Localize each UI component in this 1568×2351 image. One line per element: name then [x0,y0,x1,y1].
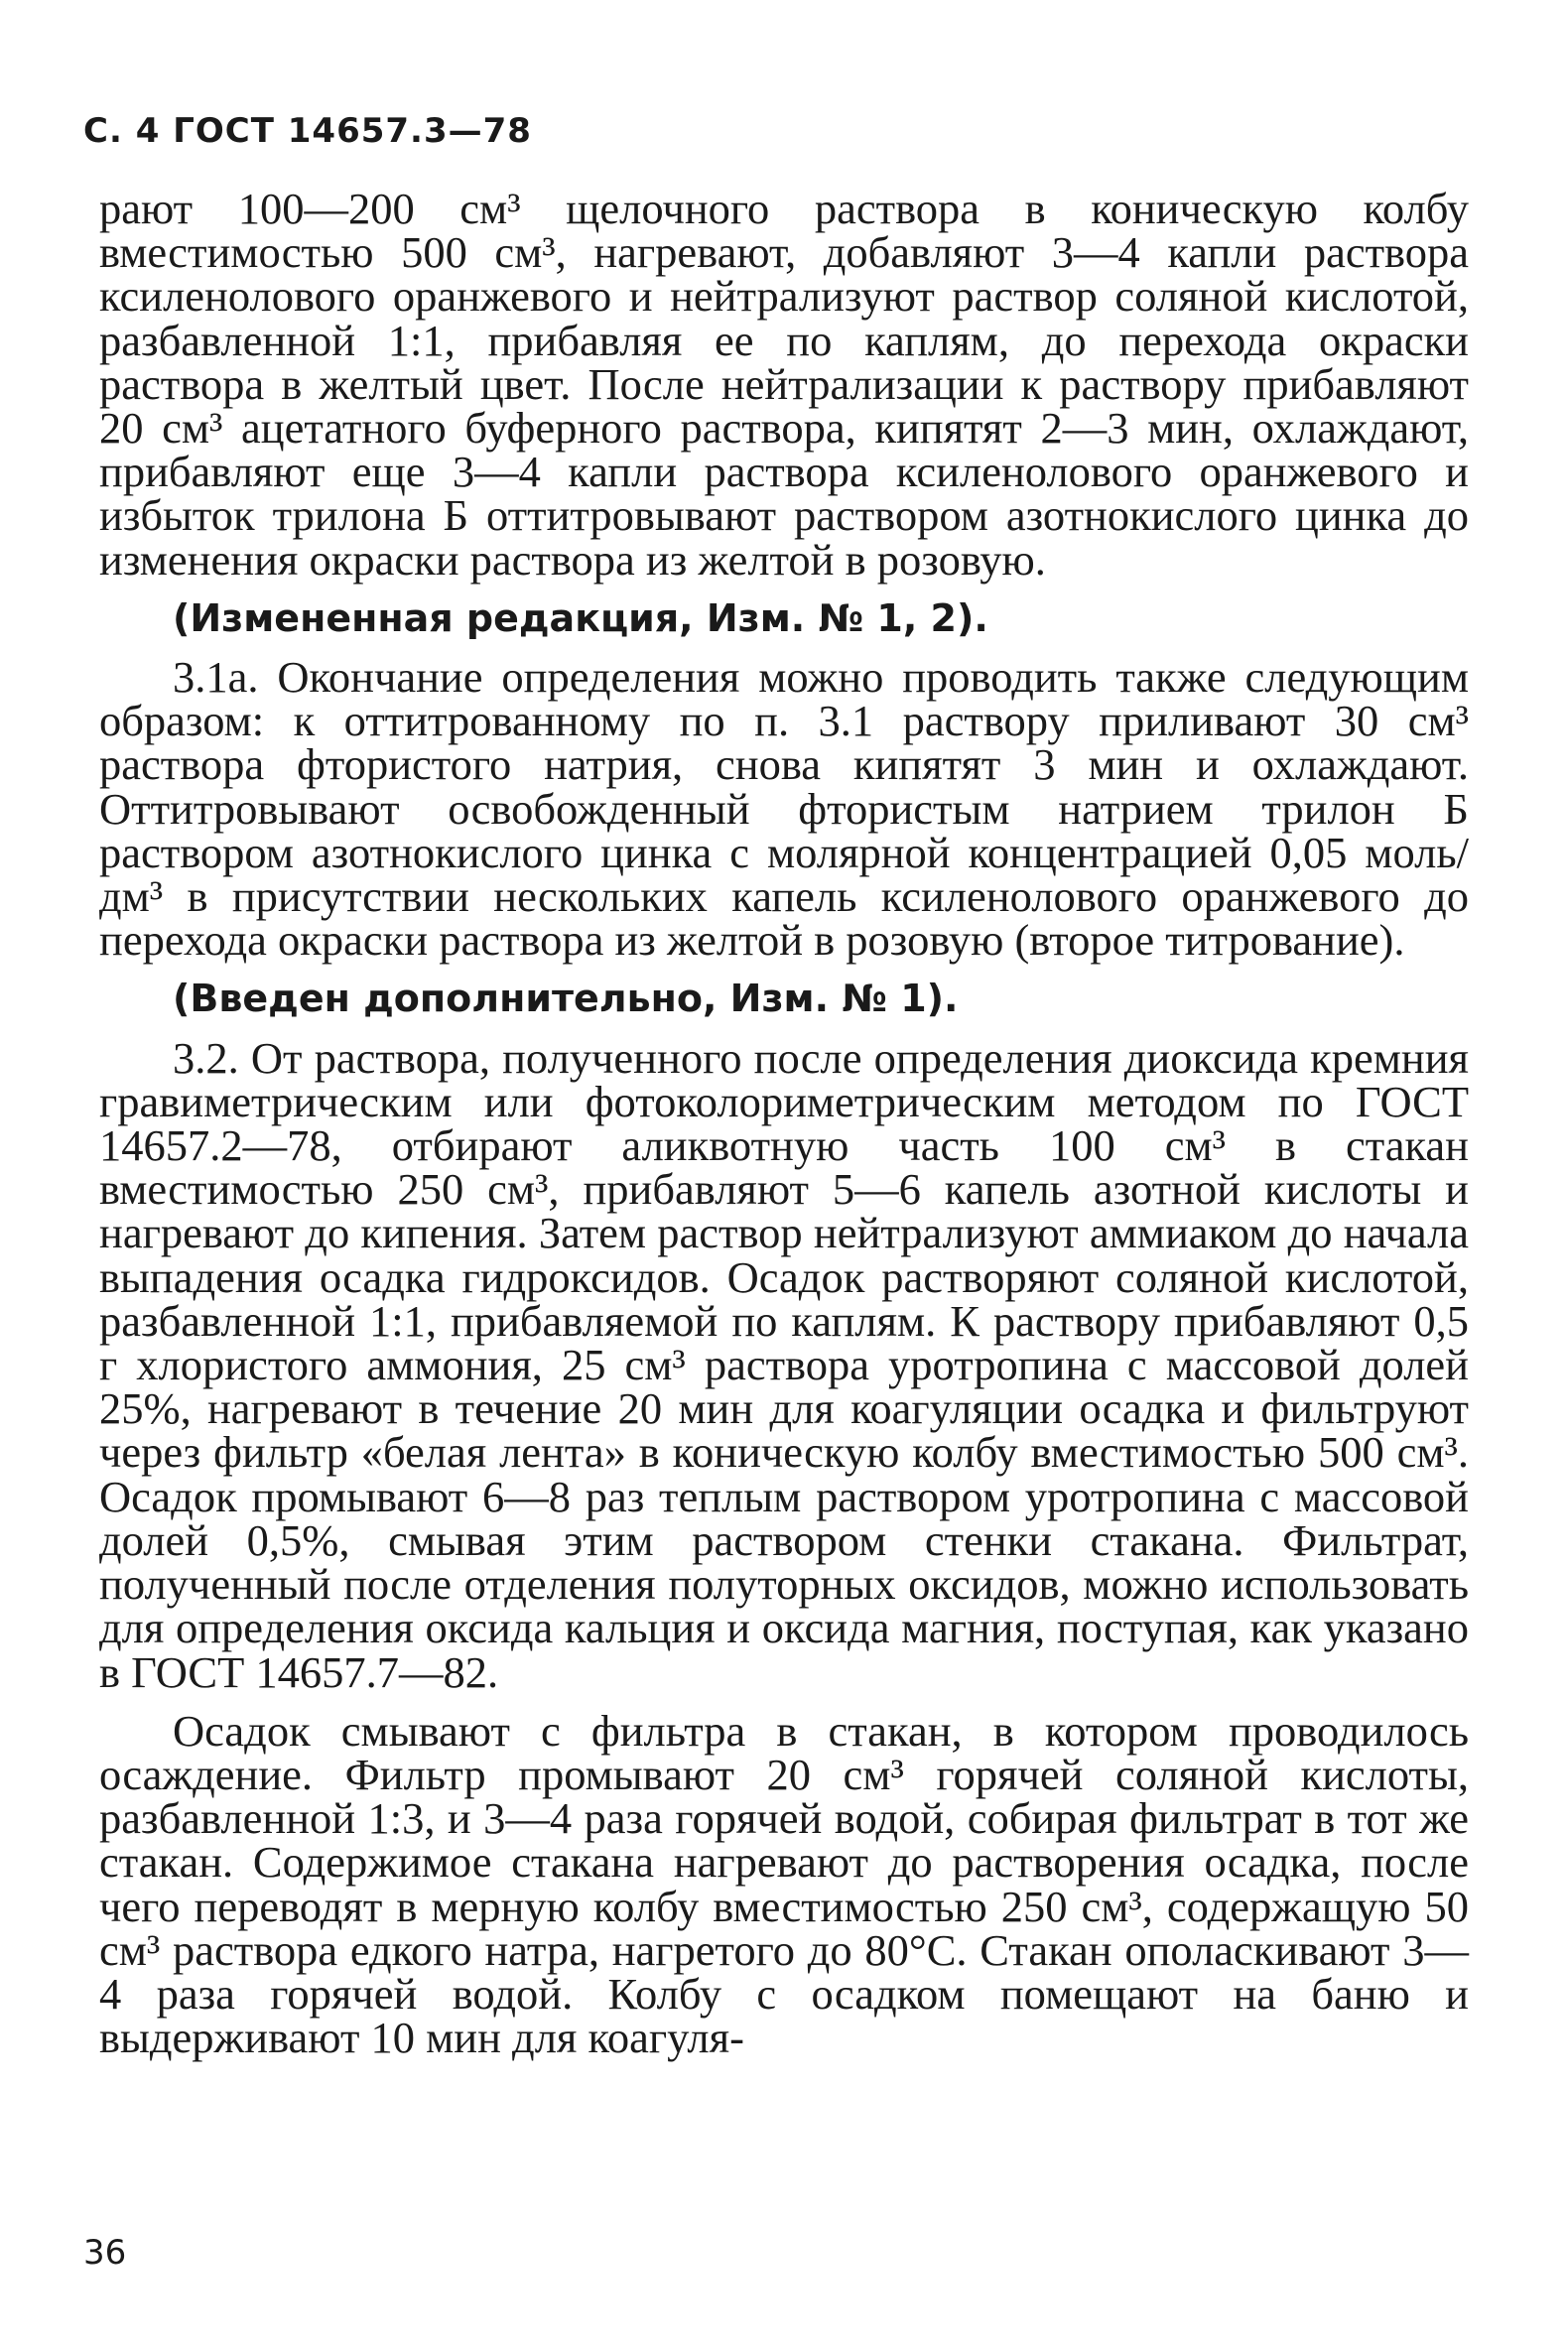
paragraph-continuation: рают 100—200 см³ щелочного раствора в коническую колбу вместимостью 500 см³, нагревают, добавляют 3—4 капли раствора ксиленолового оранжевого и нейтрализуют раствор соляной кислотой, разбавленной 1:1, прибавляя ее по каплям, до перехода окраски раствора в желтый цвет. После нейтрализации к раствору прибавляют 20 см³ ацетатного буферного раствора, кипятят 2—3 мин, охлаждают, прибавляют еще 3—4 капли раствора ксиленолового оранжевого и избыток трилона Б оттитровывают раствором азотнокислого цинка до изменения окраски раствора из желтой в розовую. [99,184,1469,585]
page-number: 36 [83,2233,127,2273]
paragraph-3-2: 3.2. От раствора, полученного после определения диоксида кремния гравиметрическим или фотоколориметрическим методом по ГОСТ 14657.2—78, отбирают аликвотную часть 100 см³ в стакан вместимостью 250 см³, прибавляют 5—6 капель азотной кислоты и нагревают до кипения. Затем раствор нейтрализуют аммиаком до начала выпадения осадка гидроксидов. Осадок растворяют соляной кислотой, разбавленной 1:1, прибавляемой по каплям. К раствору прибавляют 0,5 г хлористого аммония, 25 см³ раствора уротропина с массовой долей 25%, нагревают в течение 20 мин для коагуляции осадка и фильтруют через фильтр «белая лента» в коническую колбу вместимостью 500 см³. Осадок промывают 6—8 раз теплым раствором уротропина с массовой долей 0,5%, смывая этим раствором стенки стакана. Фильтрат, полученный после отделения полуторных оксидов, можно использовать для определения оксида кальция и оксида магния, поступая, как указано в ГОСТ 14657.7—82. [99,1032,1469,1697]
running-header: С. 4 ГОСТ 14657.3—78 [83,111,532,151]
paragraph-precipitate: Осадок смывают с фильтра в стакан, в котором проводилось осаждение. Фильтр промывают 20 см³ горячей соляной кислоты, разбавленной 1:3, и 3—4 раза горячей водой, собирая фильтрат в тот же стакан. Содержимое стакана нагревают до растворения осадка, после чего переводят в мерную колбу вместимостью 250 см³, содержащую 50 см³ раствора едкого натра, нагретого до 80°С. Стакан ополаскивают 3—4 раза горячей водой. Колбу с осадком помещают на баню и выдерживают 10 мин для коагуля- [99,1705,1469,2063]
paragraph-3-1a: 3.1а. Окончание определения можно проводить также следующим образом: к оттитрованному по п. 3.1 раствору приливают 30 см³ раствора фтористого натрия, снова кипятят 3 мин и охлаждают. Оттитровывают освобожденный фтористым натрием трилон Б раствором азотнокислого цинка с молярной концентрацией 0,05 моль/дм³ в присутствии нескольких капель ксиленолового оранжевого до перехода окраски раствора из желтой в розовую (второе титрование). [99,652,1469,966]
amendment-note: (Измененная редакция, Изм. № 1, 2). [173,595,988,640]
amendment-note: (Введен дополнительно, Изм. № 1). [173,977,959,1021]
body-text [99,184,1469,2074]
